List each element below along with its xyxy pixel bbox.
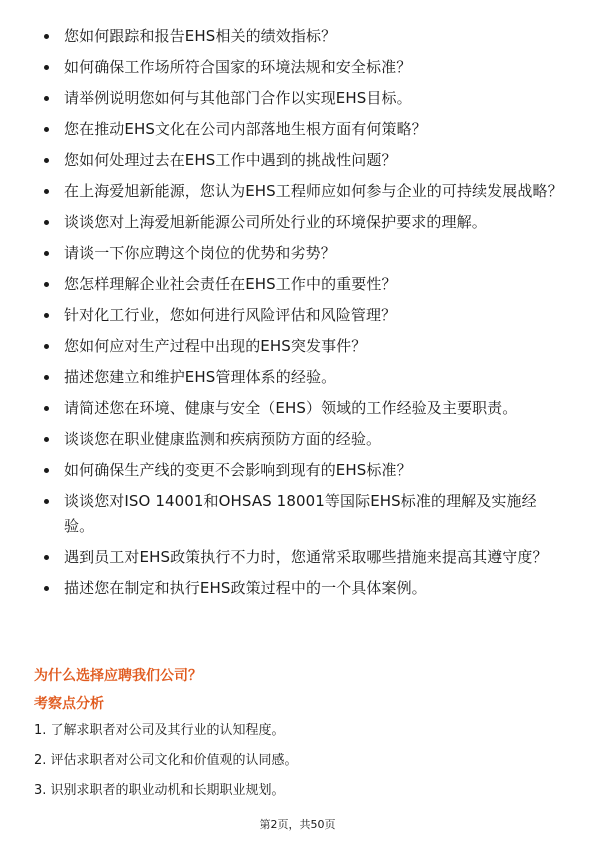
- question-text: 请举例说明您如何与其他部门合作以实现EHS目标。: [64, 89, 412, 107]
- question-text: 遇到员工对EHS政策执行不力时，您通常采取哪些措施来提高其遵守度？: [64, 548, 548, 566]
- bullet-icon: [44, 65, 49, 70]
- bullet-icon: [44, 499, 49, 504]
- question-text: 您如何应对生产过程中出现的EHS突发事件？: [64, 337, 367, 355]
- analysis-list: [34, 722, 564, 812]
- analysis-item: 2. 评估求职者对公司文化和价值观的认同感。: [34, 753, 298, 768]
- question-text: 针对化工行业，您如何进行风险评估和风险管理？: [64, 306, 397, 324]
- bullet-icon: [44, 96, 49, 101]
- bullet-icon: [44, 437, 49, 442]
- question-item: [44, 179, 564, 204]
- question-text: 描述您在制定和执行EHS政策过程中的一个具体案例。: [64, 579, 427, 597]
- question-text: 您在推动EHS文化在公司内部落地生根方面有何策略？: [64, 120, 427, 138]
- question-item: [44, 545, 564, 570]
- bullet-icon: [44, 344, 49, 349]
- question-text: 谈谈您对ISO 14001和OHSAS 18001等国际EHS标准的理解及实施经验。: [64, 492, 537, 535]
- analysis-item: 3. 识别求职者的职业动机和长期职业规划。: [34, 783, 285, 798]
- question-text: 您如何处理过去在EHS工作中遇到的挑战性问题？: [64, 151, 397, 169]
- bullet-icon: [44, 406, 49, 411]
- bullet-icon: [44, 220, 49, 225]
- bullet-icon: [44, 251, 49, 256]
- question-item: [44, 489, 564, 539]
- question-item: [44, 148, 564, 173]
- bullet-icon: [44, 313, 49, 318]
- question-text: 您怎样理解企业社会责任在EHS工作中的重要性？: [64, 275, 397, 293]
- bullet-icon: [44, 586, 49, 591]
- bullet-icon: [44, 555, 49, 560]
- page-number-footer: 第2页，共50页: [259, 818, 336, 831]
- question-item: [44, 334, 564, 359]
- bullet-icon: [44, 189, 49, 194]
- bullet-icon: [44, 282, 49, 287]
- question-item: [44, 86, 564, 111]
- question-item: [44, 576, 564, 601]
- question-text: 在上海爱旭新能源，您认为EHS工程师应如何参与企业的可持续发展战略？: [64, 182, 563, 200]
- question-text: 如何确保工作场所符合国家的环境法规和安全标准？: [64, 58, 412, 76]
- question-item: [44, 427, 564, 452]
- question-item: [44, 55, 564, 80]
- question-item: [44, 458, 564, 483]
- question-text: 请简述您在环境、健康与安全（EHS）领域的工作经验及主要职责。: [64, 399, 518, 417]
- question-item: [44, 210, 564, 235]
- question-item: [44, 396, 564, 421]
- question-text: 您如何跟踪和报告EHS相关的绩效指标？: [64, 27, 337, 45]
- question-text: 描述您建立和维护EHS管理体系的经验。: [64, 368, 337, 386]
- section-title-why-choose: 为什么选择应聘我们公司？: [34, 668, 202, 684]
- question-text: 请谈一下你应聘这个岗位的优势和劣势？: [64, 244, 336, 262]
- question-item: [44, 272, 564, 297]
- question-item: [44, 365, 564, 390]
- bullet-icon: [44, 158, 49, 163]
- question-item: [44, 303, 564, 328]
- question-text: 谈谈您在职业健康监测和疾病预防方面的经验。: [64, 430, 382, 448]
- bullet-icon: [44, 375, 49, 380]
- analysis-item: 1. 了解求职者对公司及其行业的认知程度。: [34, 723, 285, 738]
- question-item: [44, 117, 564, 142]
- bullet-icon: [44, 127, 49, 132]
- question-text: 谈谈您对上海爱旭新能源公司所处行业的环境保护要求的理解。: [64, 213, 487, 231]
- section-title-analysis: 考察点分析: [34, 696, 104, 712]
- question-text: 如何确保生产线的变更不会影响到现有的EHS标准？: [64, 461, 412, 479]
- question-item: [44, 241, 564, 266]
- question-list: [44, 24, 564, 607]
- question-item: [44, 24, 564, 49]
- bullet-icon: [44, 34, 49, 39]
- bullet-icon: [44, 468, 49, 473]
